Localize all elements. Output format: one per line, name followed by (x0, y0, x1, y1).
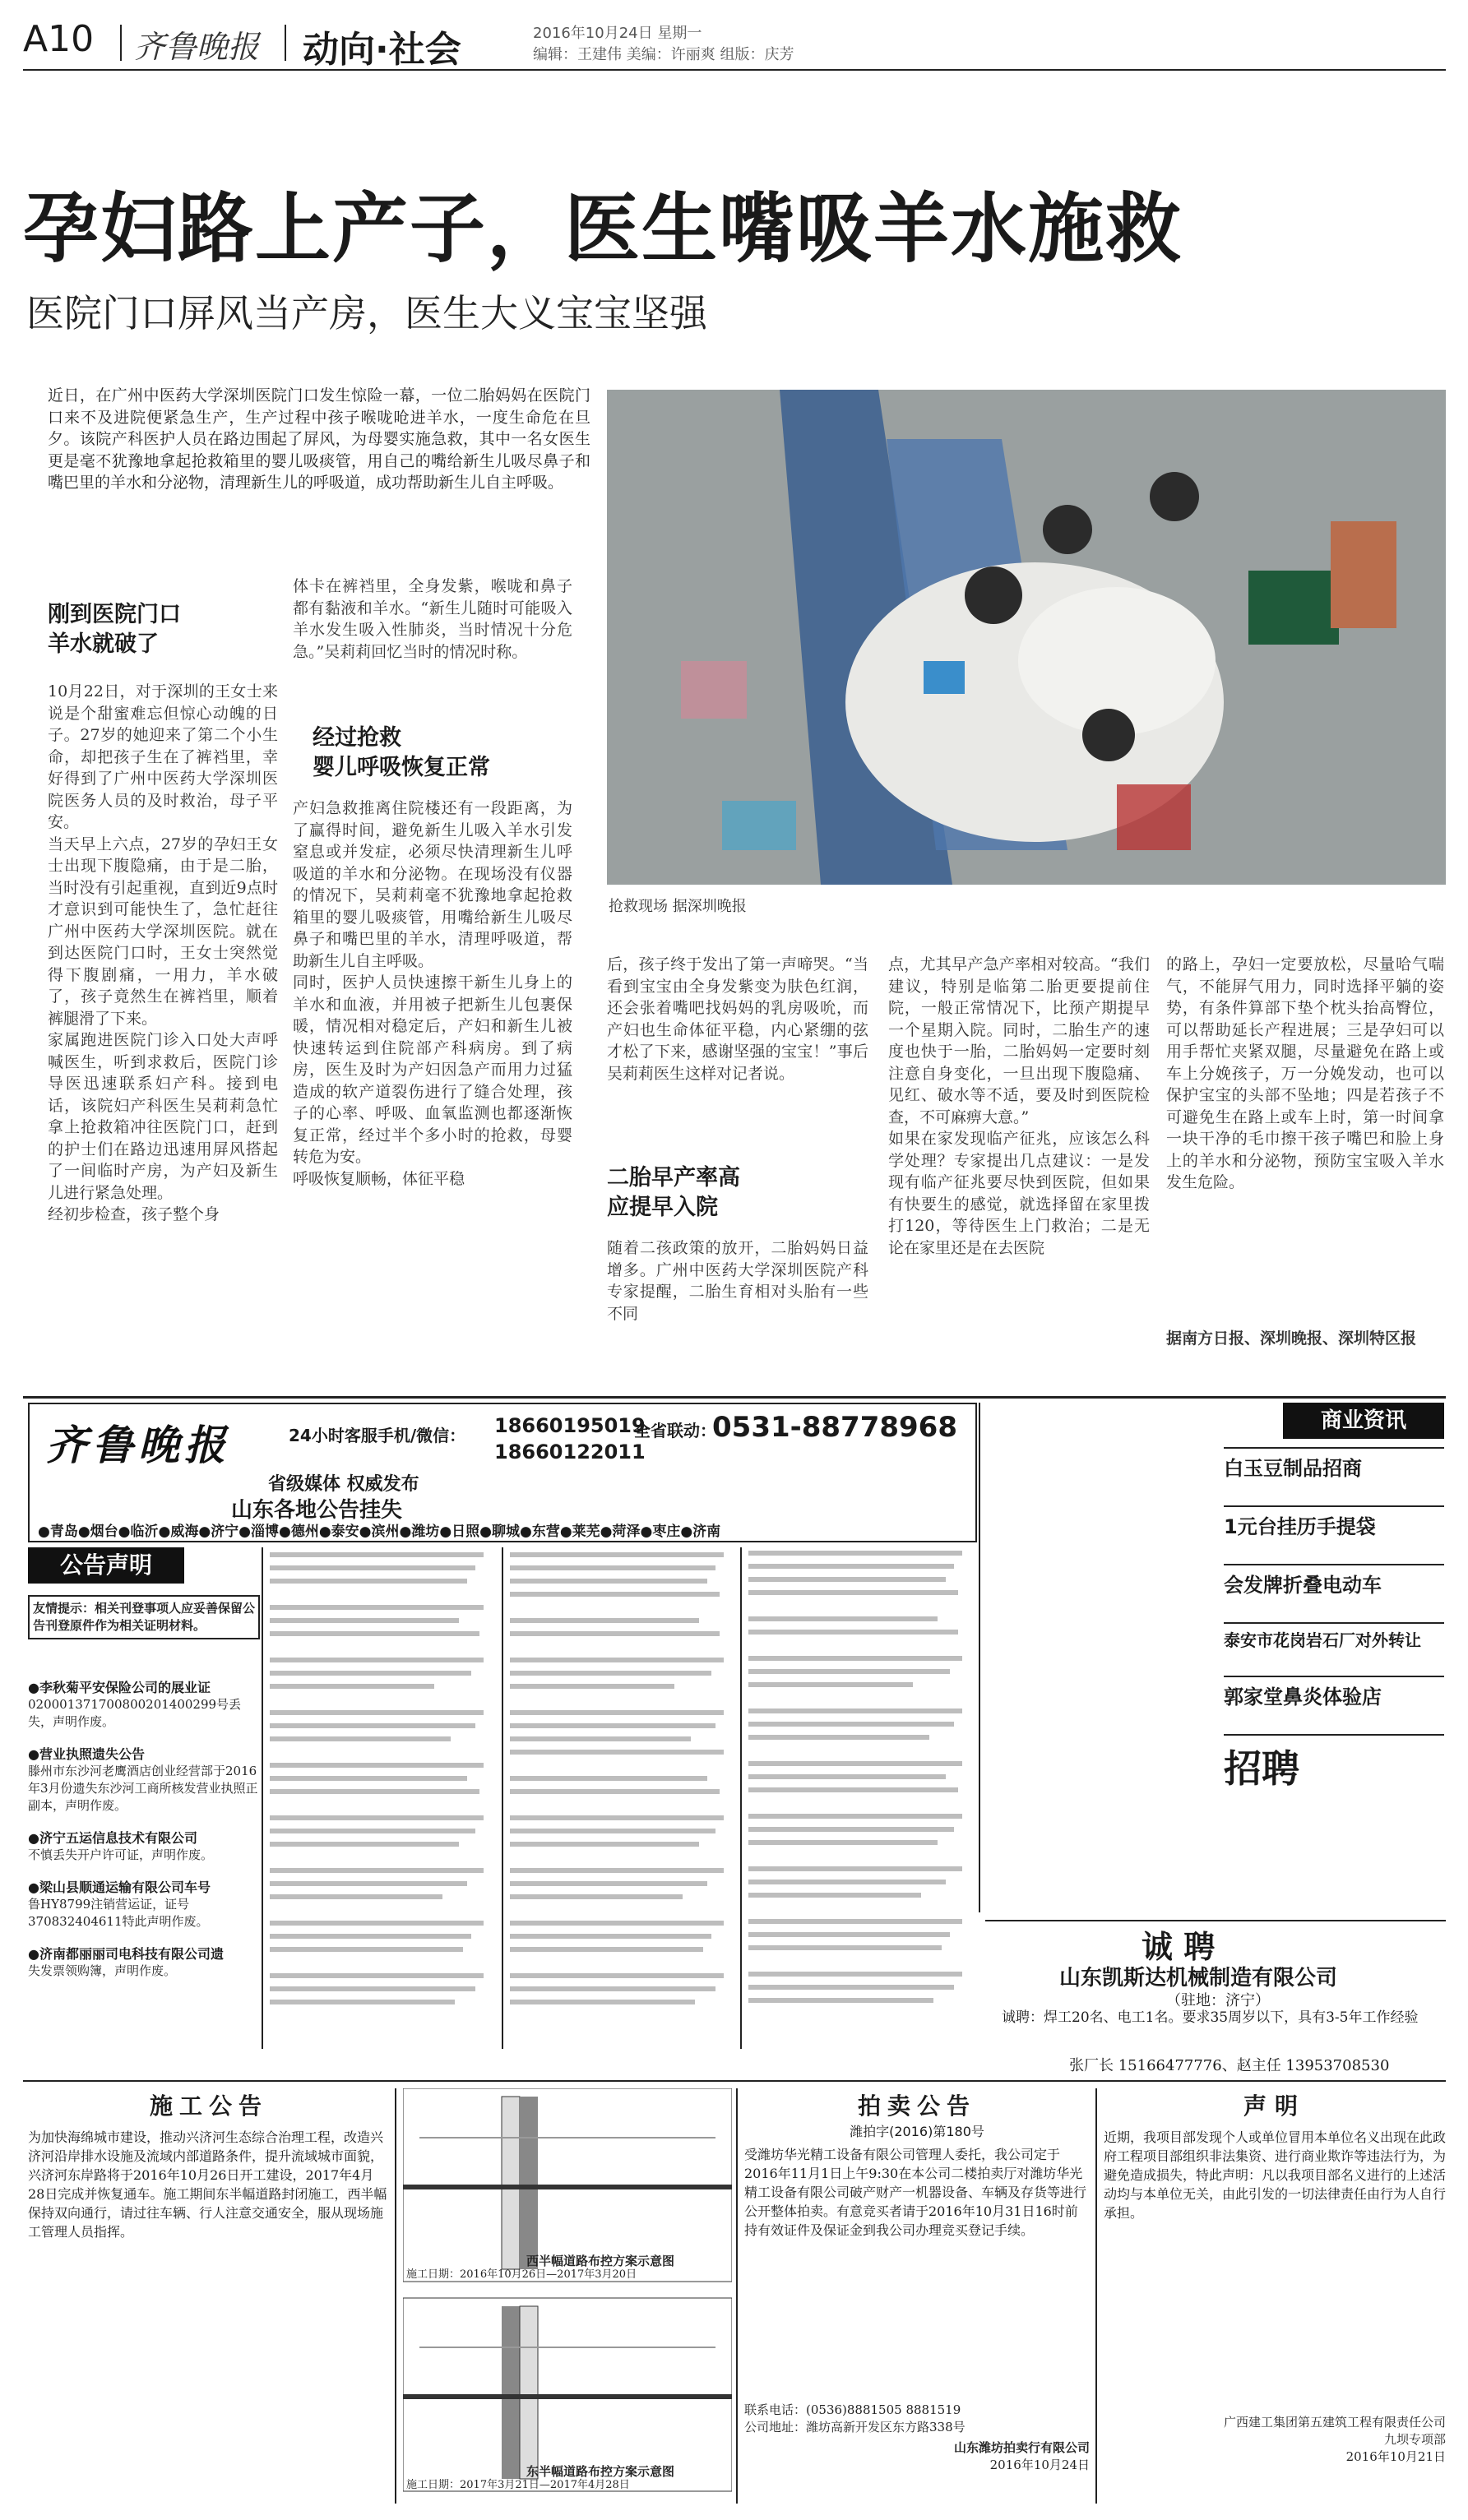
photo-caption: 抢救现场 据深圳晚报 (609, 898, 747, 915)
classified-item: 招聘 (1224, 1734, 1444, 1801)
city-list: ●青岛●烟台●临沂●威海●济宁●淄博●德州●泰安●滨州●潍坊●日照●聊城●东营●莱芜●菏泽●枣庄●济南 (38, 1524, 721, 1540)
article-source: 据南方日报、深圳晚报、深圳特区报 (1166, 1329, 1417, 1348)
classified-item: 白玉豆制品招商 (1224, 1447, 1444, 1505)
hotline-phone-1: 18660195019 (494, 1414, 646, 1437)
article-column-3b: 随着二孩政策的放开，二胎妈妈日益增多。广州中医药大学深圳医院产科专家提醒，二胎生育相对头胎有一些不同 (607, 1239, 868, 1323)
rescue-scene-image (607, 390, 1446, 885)
statement-title: 声明 (1243, 2092, 1306, 2120)
section-divider (23, 2080, 1446, 2082)
paper-name: 齐鲁晚报 (134, 29, 260, 65)
notice-column-4 (748, 1403, 972, 2044)
construction-body: 为加快海绵城市建设，推动兴济河生态综合治理工程，改造兴济河沿岸排水设施及流域内部道路条件，提升流域城市面貌，兴济河东岸路将于2016年10月26日开工建设，2017年4月28日完成并恢复通车。施工期间东半幅道路封闭施工，西半幅保持双向通行，请过往车辆、行人注意交通安全，服从现场施工管理人员指挥。 (28, 2129, 387, 2240)
statement-notice (1104, 2088, 1446, 2466)
map-caption-west: 西半幅道路布控方案示意图 (526, 2254, 675, 2268)
article-column-1: 10月22日，对于深圳的王女士来说是个甜蜜难忘但惊心动魄的日子。27岁的她迎来了第二个小生命，却把孩子生在了裤裆里，幸好得到了广州中医药大学深圳医院医务人员的及时救治，母子平安。 当天早上六点，27岁的孕妇王女士出现下腹隐痛，由于是二胎，当时没有引起重视，直到近9点时才意识到可能快生了，急忙赶往广州中医药大学深圳医院。就在到达医院门口时，王女士突然觉得下腹剧痛，一用力，羊水破了，孩子竟然生在裤裆里，顺着裤腿滑了下来。 家属跑进医院门诊入口处大声呼喊医生，听到求救后，医院门诊导医迅速联系妇产科。接到电话，该院妇产科医生吴莉莉急忙拿上抢救箱冲往医院门口，赶到的护士们在路边迅速用屏风搭起了一间临时产房，为产妇及新生儿进行紧急处理。 经初步检查，孩子整个身 (48, 682, 278, 1223)
friendly-tip: 友情提示：相关刊登事项人应妥善保留公告刊登原件作为相关证明材料。 (28, 1595, 260, 1639)
notice-title: ●济南都丽丽司电科技有限公司遗 (28, 1946, 224, 1962)
recruit-body: 诚聘：焊工20名、电工1名。要求35周岁以下，具有3-5年工作经验 (1002, 2009, 1419, 2026)
editors-credit: 编辑：王建伟 美编：许丽爽 组版：庆芳 (533, 46, 794, 63)
notice-item (28, 1944, 258, 1980)
column-divider (395, 2088, 396, 2504)
masthead (23, 18, 1446, 71)
notice-body: 鲁HY8799注销营运证，证号370832404611特此声明作废。 (28, 1897, 209, 1929)
subheadline: 医院门口屏风当产房，医生大义宝宝坚强 (26, 291, 707, 335)
statement-company: 广西建工集团第五建筑工程有限责任公司 (1223, 2415, 1446, 2430)
notice-item (28, 1877, 258, 1930)
notice-title: ●李秋菊平安保险公司的展业证 (28, 1680, 211, 1695)
notice-body: 020001371700800201400299号丢失，声明作废。 (28, 1697, 242, 1729)
article-lead: 近日，在广州中医药大学深圳医院门口发生惊险一幕，一位二胎妈妈在医院门口来不及进院便紧急生产，生产过程中孩子喉咙呛进羊水，一度生命危在旦夕。该院产科医护人员在路边围起了屏风，为母婴实施急救，其中一名女医生更是毫不犹豫地拿起抢救箱里的婴儿吸痰管，用自己的嘴给新生儿吸尽鼻子和嘴巴里的羊水和分泌物，清理新生儿的呼吸道，成功帮助新生儿自主呼吸。 (48, 386, 590, 492)
notice-list (28, 1677, 258, 1993)
map-time-west: 施工日期：2016年10月26日—2017年3月20日 (406, 2268, 637, 2281)
statement-body: 近期，我项目部发现个人或单位冒用本单位名义出现在此政府工程项目部组织非法集资、进行商业欺诈等违法行为，为避免造成损失，特此声明：凡以我项目部名义进行的上述活动均与本单位无关，由此引发的一切法律责任由行为人自行承担。 (1104, 2129, 1446, 2221)
statement-dept: 九坝专项部 (1383, 2432, 1446, 2447)
classified-item: 1元台挂历手提袋 (1224, 1505, 1444, 1564)
header-divider (120, 25, 122, 61)
auction-notice (744, 2088, 1090, 2474)
article-column-4: 点，尤其早产急产率相对较高。“我们建议，特别是临第二胎更要提前住院，一般正常情况下，比预产期提早一个星期入院。同时，二胎生产的速度也快于一胎，二胎妈妈一定要时刻注意自身变化，一旦出现下腹隐痛、见红、破水等不适，要及时到医院检查，不可麻痹大意。” 如果在家发现临产征兆，应该怎么科学处理？专家提出几点建议：一是发现有临产征兆要尽快到医院，但如果有快要生的感觉，就选择留在家里拨打120，等待医生上门救治；二是无论在家里还是在去医院 (888, 955, 1150, 1257)
auction-body: 受潍坊华光精工设备有限公司管理人委托，我公司定于2016年11月1日上午9:30在本公司二楼拍卖厅对潍坊华光精工设备有限公司破产财产一机器设备、车辆及存货等进行公开整体拍卖。有意竞买者请于2016年10月31日16时前持有效证件及保证金到我公司办理竞买登记手续。 (744, 2147, 1087, 2238)
map-time-east: 施工日期：2017年3月21日—2017年4月28日 (406, 2479, 630, 2491)
subhead-rescue: 经过抢救 婴儿呼吸恢复正常 (313, 725, 490, 780)
classified-list (1224, 1447, 1444, 1801)
header-meta (533, 23, 794, 66)
headline: 孕妇路上产子，医生嘴吸羊水施救 (23, 185, 1183, 273)
banner-tagline: 省级媒体 权威发布 (268, 1474, 419, 1495)
recruit-contact: 张厂长 15166477776、赵主任 13953708530 (1069, 2057, 1390, 2074)
banner-branches: 山东各地公告挂失 (231, 1498, 403, 1523)
header-divider (285, 25, 286, 61)
notice-item (28, 1828, 258, 1864)
notice-item (28, 1744, 258, 1815)
traffic-plan-maps (403, 2088, 732, 2504)
notice-body: 不慎丢失开户许可证，声明作废。 (28, 1847, 214, 1862)
notice-body: 滕州市东沙河老鹰酒店创业经营部于2016年3月份遗失东沙河工商所核发营业执照正副本，声明作废。 (28, 1764, 258, 1813)
notice-title: ●梁山县顺通运输有限公司车号 (28, 1880, 211, 1895)
page-number: A10 (23, 18, 95, 60)
article-column-2a: 体卡在裤裆里，全身发紫，喉咙和鼻子都有黏液和羊水。“新生儿随时可能吸入羊水发生吸入性肺炎，当时情况十分危急。”吴莉莉回忆当时的情况时称。 (293, 577, 572, 661)
recruit-location: （驻地：济宁） (1166, 1992, 1270, 2009)
notice-body: 失发票领购簿，声明作废。 (28, 1963, 177, 1978)
column-divider (979, 1403, 980, 1912)
notice-title: ●济宁五运信息技术有限公司 (28, 1830, 197, 1846)
recruit-ad (985, 1920, 1446, 2053)
national-phone: 0531-88778968 (712, 1411, 957, 1444)
notice-item (28, 1677, 258, 1731)
auction-subtitle: 潍拍字(2016)第180号 (850, 2124, 984, 2139)
notice-text-blocks (510, 1547, 734, 2041)
article-column-3a: 后，孩子终于发出了第一声啼哭。“当看到宝宝由全身发紫变为肤色红润，还会张着嘴吧找妈妈的乳房吸吮，而产妇也生命体征平稳，内心紧绷的弦才松了下来，感谢坚强的宝宝！”事后吴莉莉医生这样对记者说。 (607, 955, 868, 1083)
section-divider (23, 1396, 1446, 1399)
notice-text-blocks (270, 1547, 493, 2041)
article-column-2b: 产妇急救推离住院楼还有一段距离，为了赢得时间，避免新生儿吸入羊水引发窒息或并发症，必须尽快清理新生儿呼吸道的羊水和分泌物。在现场没有仪器的情况下，吴莉莉毫不犹豫地拿起抢救箱里的婴儿吸痰管，用嘴给新生儿吸尽鼻子和嘴巴里的羊水，清理呼吸道，帮助新生儿自主呼吸。 同时，医护人员快速擦干新生儿身上的羊水和血液，并用被子把新生儿包裹保暖，情况相对稳定后，产妇和新生儿被快速转运到住院部产科病房。到了病房，医生及时为产妇因急产而用力过猛造成的软产道裂伤进行了缝合处理，孩子的心率、呼吸、血氧监测也都逐渐恢复正常，经过半个多小时的抢救，母婴转危为安。 呼吸恢复顺畅，体征平稳 (293, 799, 572, 1188)
construction-notice (28, 2088, 390, 2498)
article-column-5: 的路上，孕妇一定要放松，尽量哈气喘气，不能屏气用力，同时选择平躺的姿势，有条件算部下垫个枕头抬高臀位，可以帮助延长产程进展；三是孕妇可以用手帮忙夹紧双腿，尽量避免在路上或车上分娩孩子，万一分娩发动，也可以保护宝宝的头部不坠地；四是若孩子不可避免生在路上或车上时，第一时间拿一块干净的毛巾擦干孩子嘴巴和脸上身上的羊水和分泌物，预防宝宝吸入羊水发生危险。 (1166, 955, 1444, 1191)
road-diagram (403, 2088, 732, 2504)
column-divider (262, 1547, 263, 2049)
notice-column-2 (270, 1547, 493, 2041)
subhead-arrival: 刚到医院门口 羊水就破了 (48, 602, 181, 657)
column-divider (1095, 2088, 1097, 2504)
national-label: 全省联动： (634, 1421, 716, 1440)
auction-company: 山东潍坊拍卖行有限公司 (953, 2440, 1090, 2455)
column-divider (502, 1547, 503, 2049)
auction-date: 2016年10月24日 (989, 2458, 1090, 2472)
statement-date: 2016年10月21日 (1345, 2449, 1446, 2464)
rescue-photo (607, 390, 1446, 885)
subhead-second-child: 二胎早产率高 应提早入院 (607, 1165, 740, 1220)
recruit-title: 诚 聘 (1142, 1929, 1216, 1965)
classified-item: 郭家堂鼻炎体验店 (1224, 1676, 1444, 1734)
auction-address: 公司地址：潍坊高新开发区东方路338号 (744, 2420, 966, 2434)
hotline-label: 24小时客服手机/微信： (289, 1426, 466, 1445)
notice-column-3 (510, 1547, 734, 2041)
issue-date: 2016年10月24日 星期一 (533, 25, 702, 42)
classified-item: 泰安市花岗岩石厂对外转让 (1224, 1622, 1444, 1676)
notice-text-blocks (748, 1403, 972, 2044)
notice-header: 公告声明 (28, 1547, 184, 1584)
column-divider (736, 2088, 738, 2504)
section-title: 动向·社会 (303, 29, 461, 71)
auction-title: 拍卖公告 (857, 2092, 976, 2120)
construction-title: 施工公告 (149, 2092, 268, 2120)
auction-contact: 联系电话：(0536)8881505 8881519 (744, 2402, 961, 2417)
hotline-phone-2: 18660122011 (494, 1440, 646, 1463)
recruit-company: 山东凯斯达机械制造有限公司 (1059, 1966, 1338, 1991)
banner-logo: 齐鲁晚报 (46, 1421, 230, 1469)
notice-title: ●营业执照遗失公告 (28, 1746, 145, 1762)
classified-item: 会发牌折叠电动车 (1224, 1564, 1444, 1622)
business-header: 商业资讯 (1283, 1403, 1444, 1439)
map-caption-east: 东半幅道路布控方案示意图 (526, 2464, 675, 2479)
column-divider (740, 1547, 742, 2049)
